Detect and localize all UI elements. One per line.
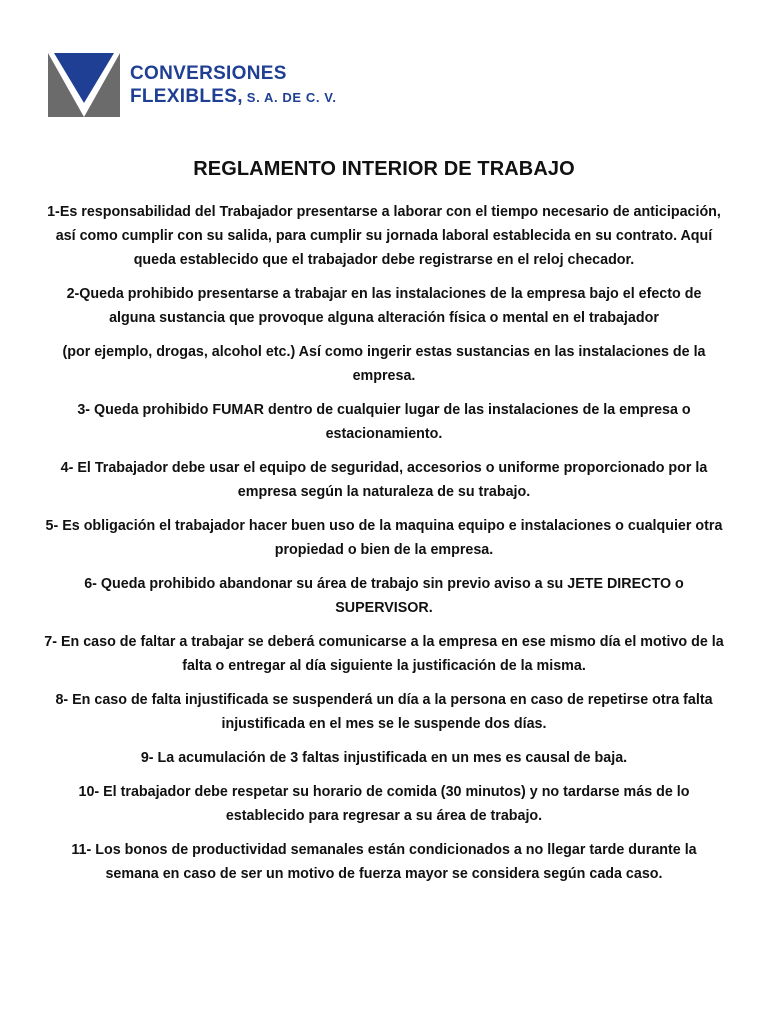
company-name-line1: CONVERSIONES xyxy=(130,62,287,84)
company-legal-suffix: S. A. DE C. V. xyxy=(246,89,337,105)
rule-10: 10- El trabajador debe respetar su horario de comida (30 minutos) y no tardarse más de lo establecido para regresar a su área de trabajo. xyxy=(78,784,690,824)
rule-8: 8- En caso de falta injustificada se suspenderá un día a la persona en caso de repetirse otra falta injustificada en el mes se le suspende dos días. xyxy=(55,692,713,732)
company-name-line2 xyxy=(130,85,337,109)
rule-2-continued: (por ejemplo, drogas, alcohol etc.) Así como ingerir estas sustancias en las instalaciones de la empresa. xyxy=(62,344,706,384)
rule-1: 1-Es responsabilidad del Trabajador presentarse a laborar con el tiempo necesario de anticipación, así como cumplir con su salida, para cumplir su jornada laboral establecida en su contrato. Aquí queda establecido que el trabajador debe registrarse en el reloj checador. xyxy=(47,204,721,268)
rule-3: 3- Queda prohibido FUMAR dentro de cualquier lugar de las instalaciones de la empresa o estacionamiento. xyxy=(77,402,691,442)
company-logo-mark-icon xyxy=(48,53,120,117)
rule-9: 9- La acumulación de 3 faltas injustificada en un mes es causal de baja. xyxy=(140,750,628,766)
document-title: REGLAMENTO INTERIOR DE TRABAJO xyxy=(193,158,575,180)
rule-2: 2-Queda prohibido presentarse a trabajar en las instalaciones de la empresa bajo el efecto de alguna sustancia que provoque alguna alteración física o mental en el trabajador xyxy=(66,286,702,326)
rule-6: 6- Queda prohibido abandonar su área de trabajo sin previo aviso a su JETE DIRECTO o SUPERVISOR. xyxy=(84,576,684,616)
rule-11: 11- Los bonos de productividad semanales están condicionados a no llegar tarde durante la semana en caso de ser un motivo de fuerza mayor se considera según cada caso. xyxy=(71,842,697,882)
company-header xyxy=(48,53,337,117)
rule-5: 5- Es obligación el trabajador hacer buen uso de la maquina equipo e instalaciones o cualquier otra propiedad o bien de la empresa. xyxy=(45,518,723,558)
rule-4: 4- El Trabajador debe usar el equipo de seguridad, accesorios o uniforme proporcionado por la empresa según la naturaleza de su trabajo. xyxy=(60,460,708,500)
rules-list xyxy=(44,200,724,896)
rule-7: 7- En caso de faltar a trabajar se deberá comunicarse a la empresa en ese mismo día el motivo de la falta o entregar al día siguiente la justificación de la misma. xyxy=(44,634,724,674)
company-name-flexibles: FLEXIBLES, xyxy=(130,85,243,107)
company-name xyxy=(130,62,337,109)
